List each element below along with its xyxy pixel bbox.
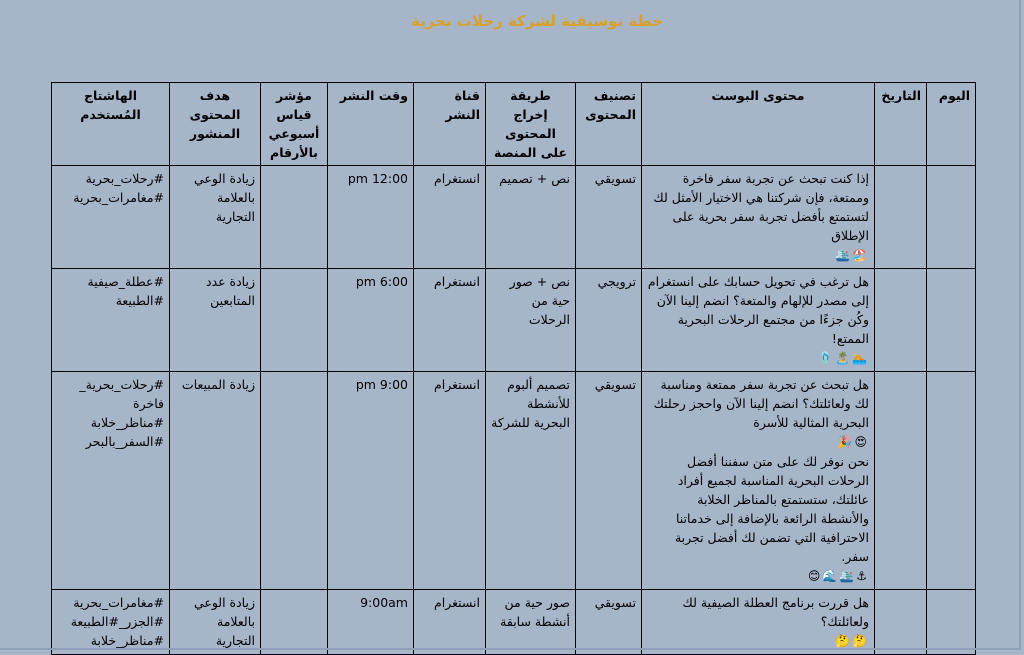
cell-time: 12:00 pm xyxy=(328,166,414,269)
table-row xyxy=(52,372,976,590)
cell-category: تسويقي xyxy=(576,372,642,590)
cell-channel: انستغرام xyxy=(414,372,486,590)
cell-category: تسويقي xyxy=(576,590,642,655)
cell-time: 9:00am xyxy=(328,590,414,655)
header-date: التاريخ xyxy=(875,83,927,166)
cell-date xyxy=(875,372,927,590)
cell-category: ترويجي xyxy=(576,269,642,372)
cell-content xyxy=(642,269,875,372)
post-text: هل قررت برنامج العطلة الصيفية لك ولعائلتك؟ xyxy=(682,595,869,629)
emoji-icons: 😍🎉 xyxy=(837,435,869,449)
table-row xyxy=(52,166,976,269)
post-text: إذا كنت تبحث عن تجربة سفر فاخرة وممتعة، فإن شركتنا هي الاختيار الأمثل لك لتستمتع بأفضل تجربة سفر بحرية على الإطلاق xyxy=(653,171,869,243)
cell-hashtag: #رحلات_بحرية #مغامرات_بحرية xyxy=(52,166,170,269)
cell-category: تسويقي xyxy=(576,166,642,269)
table-row xyxy=(52,590,976,655)
table-row xyxy=(52,269,976,372)
cell-hashtag: #عطلة_صيفية #الطبيعة xyxy=(52,269,170,372)
cell-goal: زيادة الوعي بالعلامة التجارية xyxy=(170,166,261,269)
cell-hashtag: #مغامرات_بحرية #الجزر_#الطبيعة #مناظر_خلابة xyxy=(52,590,170,655)
cell-method: تصميم ألبوم للأنشطة البحرية للشركة xyxy=(486,372,576,590)
cell-method: نص + تصميم xyxy=(486,166,576,269)
emoji-icons: 🏖️🛳️ xyxy=(835,248,869,262)
cell-content xyxy=(642,590,875,655)
cell-date xyxy=(875,269,927,372)
cell-kpi xyxy=(261,590,328,655)
cell-date xyxy=(875,166,927,269)
cell-day xyxy=(927,590,976,655)
cell-time: 6:00 pm xyxy=(328,269,414,372)
header-category: تصنيف المحتوى xyxy=(576,83,642,166)
cell-kpi xyxy=(261,372,328,590)
cell-goal: زيادة عدد المتابعين xyxy=(170,269,261,372)
cell-method: نص + صور حية من الرحلات xyxy=(486,269,576,372)
cell-kpi xyxy=(261,269,328,372)
post-text: هل ترغب في تحويل حسابك على انستغرام إلى مصدر للإلهام والمتعة؟ انضم إلينا الآن وكُن جزءًا من مجتمع الرحلات البحرية الممتع! xyxy=(647,274,869,346)
post-text-continued: نحن نوفر لك على متن سفننا أفضل الرحلات البحرية المناسبة لجميع أفراد عائلتك، ستستمتع بالمناظر الخلابة والأنشطة الرائعة بالإضافة إلى خدماتنا الاحترافية التي تضمن لك أفضل تجربة سفر. xyxy=(674,454,869,564)
cell-channel: انستغرام xyxy=(414,166,486,269)
cell-kpi xyxy=(261,166,328,269)
cell-content xyxy=(642,372,875,590)
header-channel: قناة النشر xyxy=(414,83,486,166)
header-method: طريقة إخراج المحتوى على المنصة xyxy=(486,83,576,166)
post-text: هل تبحث عن تجربة سفر ممتعة ومناسبة لك ولعائلتك؟ انضم إلينا الآن واحجز رحلتك البحرية المثالية للأسرة xyxy=(653,377,869,430)
cell-goal: زيادة الوعي بالعلامة التجارية xyxy=(170,590,261,655)
cell-day xyxy=(927,166,976,269)
content-plan-table xyxy=(51,82,976,655)
header-kpi: مؤشر قياس أسبوعي بالأرقام xyxy=(261,83,328,166)
page-title: خطة توسيقية لشركة رحلات بحرية xyxy=(411,12,663,30)
cell-method: صور حية من أنشطة سابقة xyxy=(486,590,576,655)
cell-time: 9:00 pm xyxy=(328,372,414,590)
cell-day xyxy=(927,269,976,372)
cell-channel: انستغرام xyxy=(414,590,486,655)
emoji-icons: 🏊🏝️🩴 xyxy=(818,351,869,365)
cell-date xyxy=(875,590,927,655)
cell-goal: زيادة المبيعات xyxy=(170,372,261,590)
cell-channel: انستغرام xyxy=(414,269,486,372)
cell-content xyxy=(642,166,875,269)
cell-hashtag: #رحلات_بحرية_ فاخرة #مناظر_خلابة #السفر_بالبحر xyxy=(52,372,170,590)
emoji-icons: 🤔🤔 xyxy=(835,634,869,648)
header-content: محتوى البوست xyxy=(642,83,875,166)
emoji-icons: ⚓🛳️🌊😊 xyxy=(807,569,869,583)
header-day: اليوم xyxy=(927,83,976,166)
header-goal: هدف المحتوى المنشور xyxy=(170,83,261,166)
cell-day xyxy=(927,372,976,590)
header-row xyxy=(52,83,976,166)
header-hashtag: الهاشتاج المُستخدم xyxy=(52,83,170,166)
header-time: وقت النشر xyxy=(328,83,414,166)
